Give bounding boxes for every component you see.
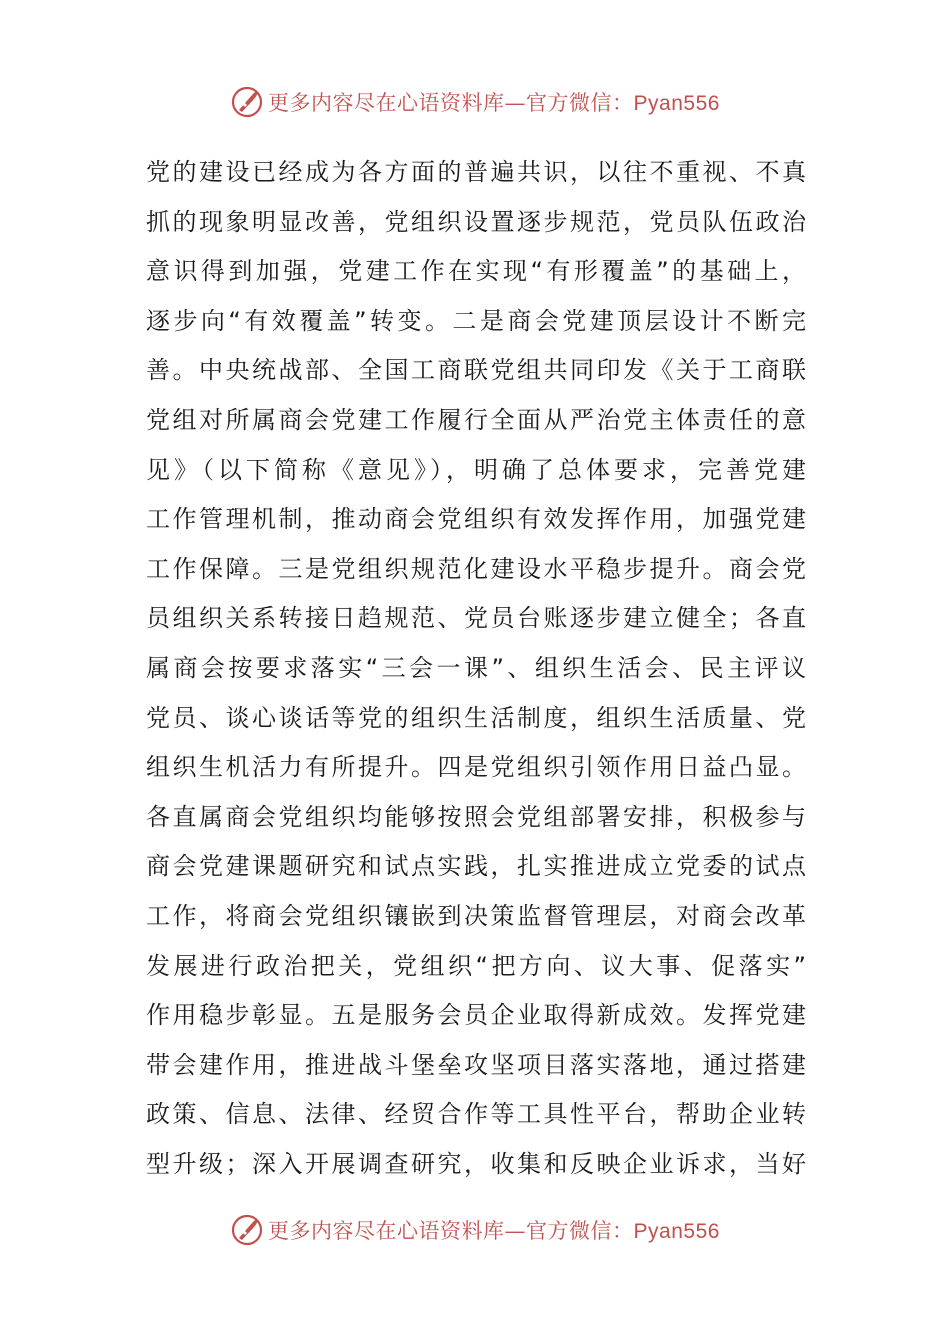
text-line: 员组织关系转接日趋规范、党员台账逐步建立健全；各直	[146, 604, 806, 633]
text-line: 党的建设已经成为各方面的普遍共识，以往不重视、不真	[146, 158, 806, 186]
text-line: 商会党建课题研究和试点实践，扎实推进成立党委的试点	[146, 852, 806, 881]
header-site-text: 更多内容尽在心语资料库	[268, 91, 505, 115]
text-line: 各直属商会党组织均能够按照会党组部署安排，积极参与	[146, 802, 806, 831]
text-line: 组织生机活力有所提升。四是党组织引领作用日益凸显。	[146, 753, 806, 782]
footer-banner	[0, 1210, 950, 1250]
header-wechat-id: Pyan556	[633, 92, 720, 115]
text-line: 带会建作用，推进战斗堡垒攻坚项目落实落地，通过搭建	[146, 1050, 806, 1079]
text-line: 抓的现象明显改善，党组织设置逐步规范，党员队伍政治	[146, 207, 806, 236]
text-line: 型升级；深入开展调查研究，收集和反映企业诉求，当好	[146, 1149, 806, 1178]
header-banner	[0, 82, 950, 122]
footer-wechat-id: Pyan556	[633, 1220, 720, 1243]
pen-nib-logo-icon	[230, 85, 264, 119]
text-line: 党组对所属商会党建工作履行全面从严治党主体责任的意	[146, 405, 806, 434]
body-paragraph	[146, 148, 806, 1189]
text-line: 党员、谈心谈话等党的组织生活制度，组织生活质量、党	[146, 703, 806, 732]
text-line: 工作保障。三是党组织规范化建设水平稳步提升。商会党	[146, 554, 806, 583]
text-line: 作用稳步彰显。五是服务会员企业取得新成效。发挥党建	[146, 1001, 806, 1030]
text-line: 政策、信息、法律、经贸合作等工具性平台，帮助企业转	[146, 1100, 806, 1129]
text-line: 意识得到加强，党建工作在实现“有形覆盖”的基础上，	[146, 257, 806, 286]
footer-site-text: 更多内容尽在心语资料库	[268, 1219, 505, 1243]
footer-dash: —	[504, 1219, 527, 1243]
pen-nib-logo-icon	[230, 1213, 264, 1247]
header-banner-text	[268, 87, 720, 117]
header-dash: —	[504, 91, 527, 115]
text-line: 善。中央统战部、全国工商联党组共同印发《关于工商联	[146, 356, 806, 385]
text-line: 逐步向“有效覆盖”转变。二是商会党建顶层设计不断完	[146, 306, 806, 335]
text-line: 发展进行政治把关，党组织“把方向、议大事、促落实”	[146, 951, 806, 980]
text-line: 属商会按要求落实“三会一课”、组织生活会、民主评议	[146, 653, 806, 682]
header-wechat-label: 官方微信：	[526, 91, 634, 115]
text-line: 工作，将商会党组织镶嵌到决策监督管理层，对商会改革	[146, 901, 806, 930]
text-line: 工作管理机制，推动商会党组织有效发挥作用，加强党建	[146, 505, 806, 534]
footer-wechat-label: 官方微信：	[526, 1219, 634, 1243]
footer-banner-text	[268, 1215, 720, 1245]
text-line: 见》（以下简称《意见》），明确了总体要求，完善党建	[146, 455, 806, 484]
